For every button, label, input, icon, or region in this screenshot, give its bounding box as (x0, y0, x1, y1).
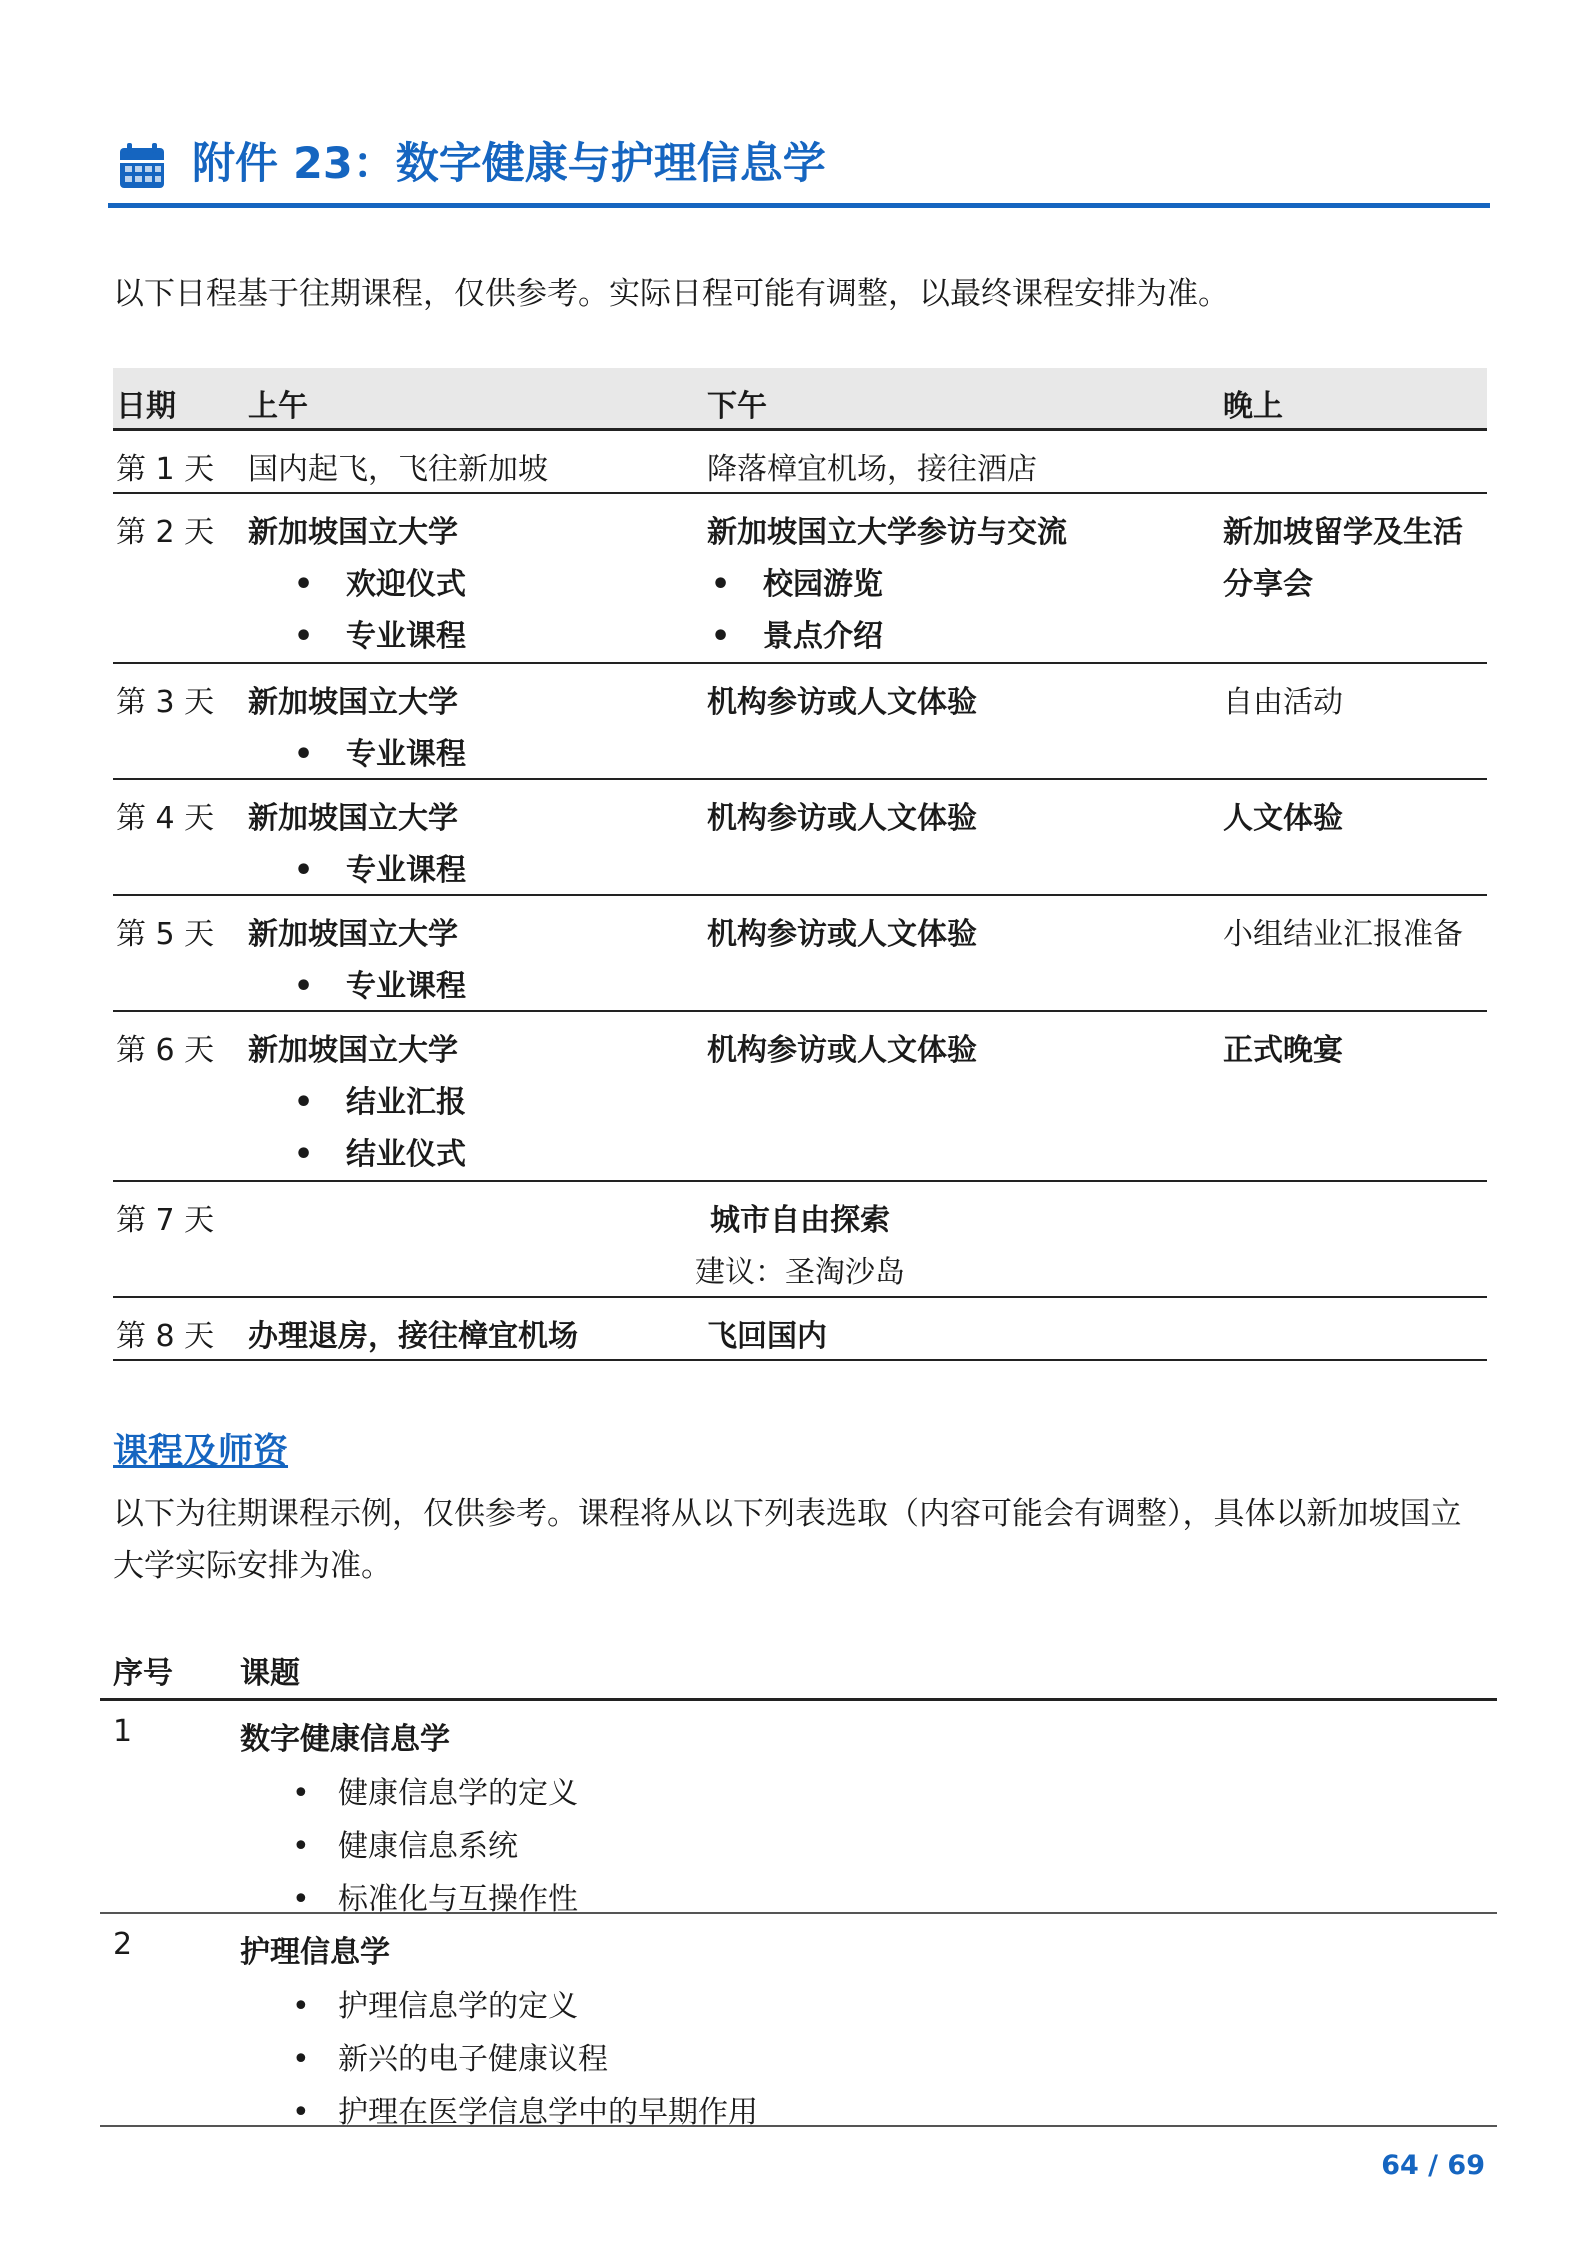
courses-intro (113, 1488, 1493, 1592)
day-label: 第 5 天 (116, 917, 215, 952)
morning-title: 新加坡国立大学 (248, 917, 458, 952)
afternoon-item: • 景点介绍 (763, 611, 1067, 663)
course-topic-item: • 护理信息学的定义 (338, 1980, 758, 2033)
morning-title: 新加坡国立大学 (248, 1033, 458, 1068)
section-title-courses: 课程及师资 (113, 1432, 289, 1472)
morning-cell (248, 1025, 466, 1181)
evening-line: 新加坡留学及生活 (1223, 515, 1463, 550)
morning-item: • 结业仪式 (346, 1129, 466, 1181)
day-label: 第 8 天 (116, 1319, 215, 1354)
morning-item: • 专业课程 (346, 845, 466, 897)
morning-title: 新加坡国立大学 (248, 515, 458, 550)
schedule-row-day7 (113, 1182, 1487, 1298)
course-row-1 (100, 1701, 1497, 1917)
courses-header-row (100, 1646, 1497, 1701)
afternoon-text: 机构参访或人文体验 (707, 801, 977, 836)
schedule-intro: 以下日程基于往期课程，仅供参考。实际日程可能有调整，以最终课程安排为准。 (113, 276, 1229, 312)
morning-item: • 欢迎仪式 (346, 559, 466, 611)
morning-cell (248, 677, 466, 781)
afternoon-text: 机构参访或人文体验 (707, 1033, 977, 1068)
evening-text: 人文体验 (1223, 801, 1343, 836)
full-day-suggestion: 建议：圣淘沙岛 (695, 1255, 905, 1290)
evening-line: 分享会 (1223, 567, 1313, 602)
courses-intro-line: 以下为往期课程示例，仅供参考。课程将从以下列表选取（内容可能会有调整），具体以新加坡国立 (113, 1496, 1462, 1532)
day-label: 第 3 天 (116, 685, 215, 720)
evening-text: 小组结业汇报准备 (1223, 917, 1463, 952)
course-topic-item: • 健康信息学的定义 (338, 1767, 578, 1820)
header-morning: 上午 (248, 389, 308, 424)
morning-text: 国内起飞，飞往新加坡 (248, 452, 548, 487)
morning-title: 新加坡国立大学 (248, 685, 458, 720)
schedule-row-day5 (113, 896, 1487, 1012)
morning-text: 办理退房，接往樟宜机场 (248, 1319, 578, 1354)
course-title: 数字健康信息学 (240, 1722, 450, 1757)
course-number: 2 (113, 1927, 133, 1962)
course-topic-item: • 新兴的电子健康议程 (338, 2033, 758, 2086)
morning-item: • 专业课程 (346, 611, 466, 663)
evening-text: 正式晚宴 (1223, 1033, 1343, 1068)
page-header (108, 128, 1490, 208)
evening-text: 自由活动 (1223, 685, 1343, 720)
schedule-header-row (113, 368, 1487, 431)
day-label: 第 4 天 (116, 801, 215, 836)
afternoon-text: 降落樟宜机场，接往酒店 (707, 452, 1037, 487)
afternoon-text: 机构参访或人文体验 (707, 685, 977, 720)
course-topic-list (338, 1767, 578, 1926)
course-number: 1 (113, 1714, 133, 1749)
header-topic: 课题 (240, 1656, 300, 1691)
course-topic-item: • 健康信息系统 (338, 1820, 578, 1873)
afternoon-item: • 校园游览 (763, 559, 1067, 611)
header-evening: 晚上 (1223, 389, 1283, 424)
page-number: 64 / 69 (1381, 2150, 1485, 2181)
schedule-row-day1 (113, 431, 1487, 494)
day-label: 第 1 天 (116, 452, 215, 487)
course-topic-item: • 护理在医学信息学中的早期作用 (338, 2086, 758, 2139)
morning-cell (248, 507, 466, 663)
day-label: 第 6 天 (116, 1033, 215, 1068)
courses-table (100, 1646, 1497, 2130)
full-day-cell (113, 1195, 1487, 1299)
calendar-icon (118, 142, 166, 190)
afternoon-text: 机构参访或人文体验 (707, 917, 977, 952)
afternoon-text: 飞回国内 (707, 1319, 827, 1354)
afternoon-cell (707, 507, 1067, 663)
morning-item: • 专业课程 (346, 961, 466, 1013)
course-topic-item: • 标准化与互操作性 (338, 1873, 578, 1926)
course-row-2 (100, 1914, 1497, 2130)
morning-cell (248, 793, 466, 897)
header-afternoon: 下午 (707, 389, 767, 424)
morning-item: • 专业课程 (346, 729, 466, 781)
afternoon-title: 新加坡国立大学参访与交流 (707, 515, 1067, 550)
evening-cell (1223, 507, 1463, 611)
full-day-title: 城市自由探索 (710, 1203, 890, 1238)
day-label: 第 2 天 (116, 515, 215, 550)
schedule-row-day8 (113, 1298, 1487, 1361)
page-title: 附件 23：数字健康与护理信息学 (192, 139, 826, 189)
courses-intro-line: 大学实际安排为准。 (113, 1548, 392, 1584)
schedule-row-day3 (113, 664, 1487, 780)
schedule-table (113, 368, 1487, 1361)
schedule-row-day2 (113, 494, 1487, 664)
header-date: 日期 (116, 389, 176, 424)
morning-title: 新加坡国立大学 (248, 801, 458, 836)
course-topic-list (338, 1980, 758, 2139)
morning-item: • 结业汇报 (346, 1077, 466, 1129)
day-label: 第 7 天 (116, 1203, 215, 1238)
schedule-row-day6 (113, 1012, 1487, 1182)
course-title: 护理信息学 (240, 1935, 390, 1970)
morning-cell (248, 909, 466, 1013)
schedule-row-day4 (113, 780, 1487, 896)
header-divider (108, 203, 1490, 208)
header-number: 序号 (113, 1656, 173, 1691)
